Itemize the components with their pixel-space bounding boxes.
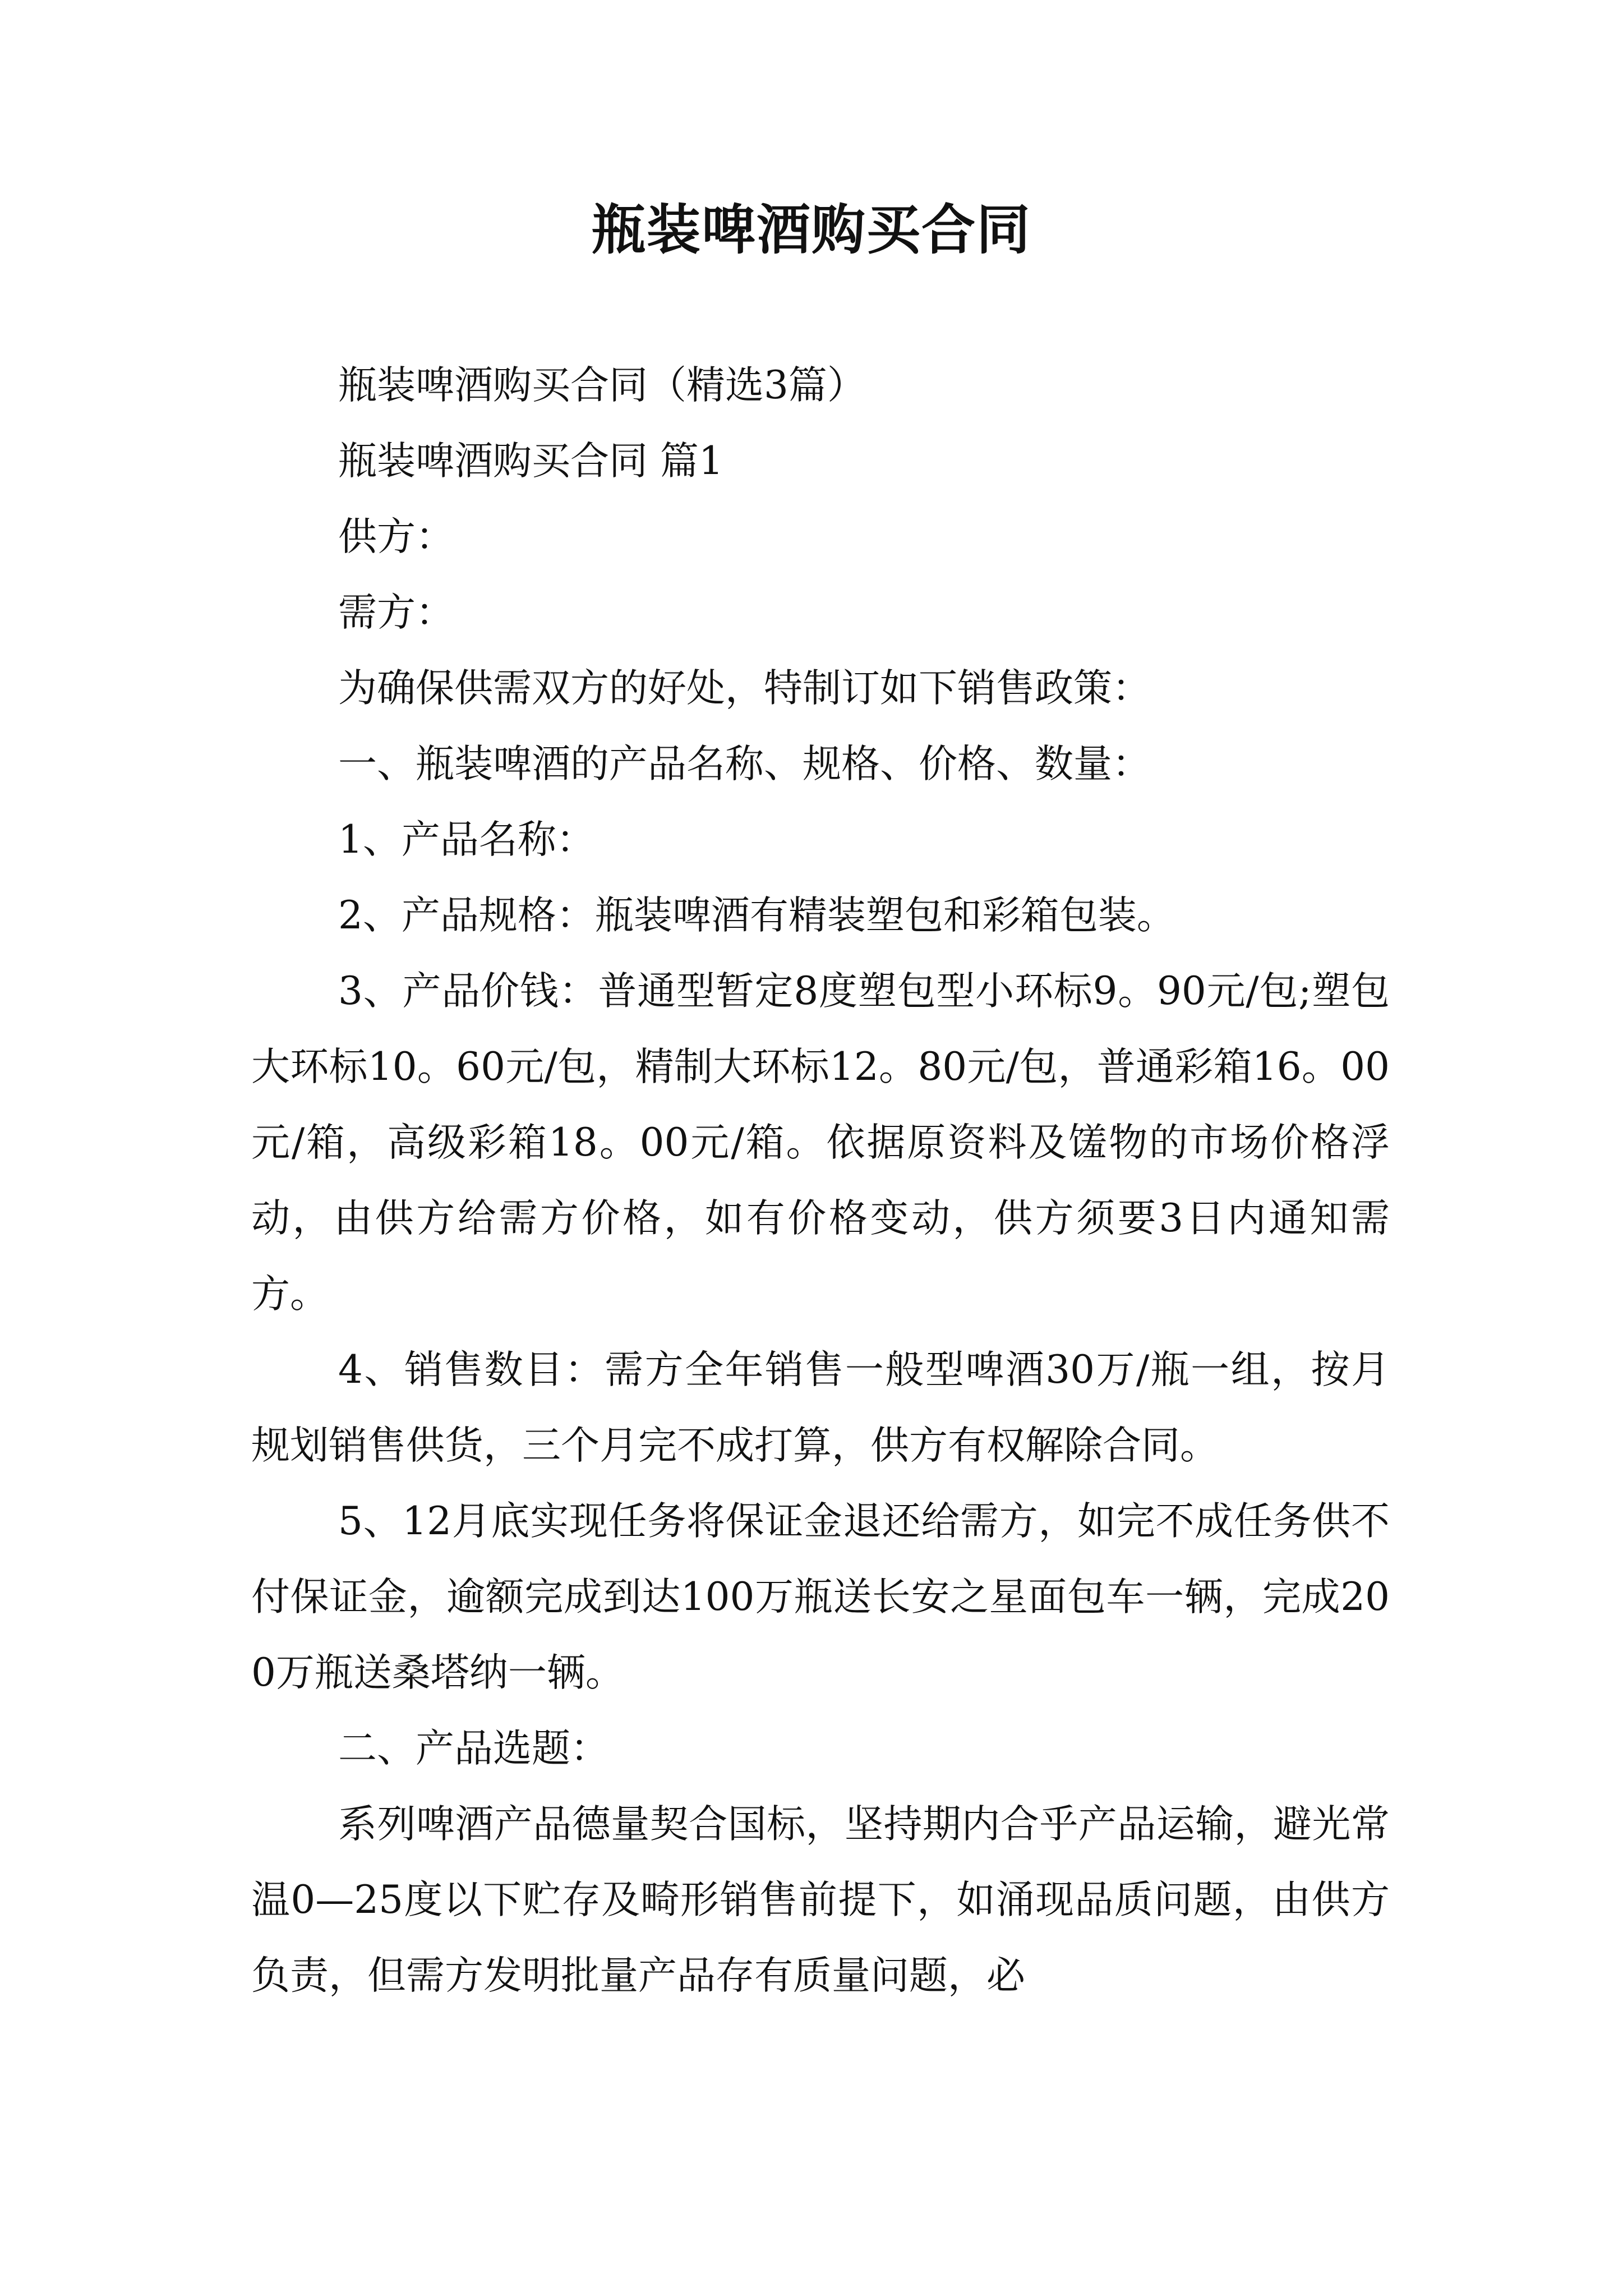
paragraph-item-5: 5、12月底实现任务将保证金退还给需方，如完不成任务供不付保证金，逾额完成到达100万瓶送长安之星面包车一辆，完成200万瓶送桑塔纳一辆。 [251,1499,1390,1695]
paragraph-supplier: 供方： [338,514,454,559]
paragraph-item-4: 4、销售数目：需方全年销售一般型啤酒30万/瓶一组，按月规划销售供货，三个月完不成打算，供方有权解除合同。 [251,1347,1390,1468]
paragraph-quality: 系列啤酒产品德量契合国标，坚持期内合乎产品运输，避光常温0—25度以下贮存及畸形销售前提下，如涌现品质问题，由供方负责，但需方发明批量产品存有质量问题，必 [251,1802,1390,1998]
paragraph-item-3: 3、产品价钱：普通型暂定8度塑包型小环标9。90元/包;塑包大环标10。60元/包，精制大环标12。80元/包，普通彩箱16。00元/箱，高级彩箱18。00元/箱。依据原资料及馐物的市场价格浮动，由供方给需方价格，如有价格变动，供方须要3日内通知需方。 [251,969,1390,1317]
paragraph-buyer: 需方： [338,590,454,635]
document-title: 瓶装啤酒购买合同 [592,198,1031,261]
paragraph-clause-1-heading: 一、瓶装啤酒的产品名称、规格、价格、数量： [338,742,1151,786]
paragraph-item-2: 2、产品规格：瓶装啤酒有精装塑包和彩箱包装。 [338,893,1175,938]
paragraph-clause-2-heading: 二、产品选题： [338,1726,609,1771]
document-body [251,348,1390,2014]
paragraph-section-heading: 瓶装啤酒购买合同 篇1 [338,439,723,484]
paragraph-item-1: 1、产品名称： [338,817,595,862]
paragraph-intro: 为确保供需双方的好处，特制订如下销售政策： [338,666,1151,711]
paragraph-subtitle: 瓶装啤酒购买合同（精选3篇） [338,363,866,408]
